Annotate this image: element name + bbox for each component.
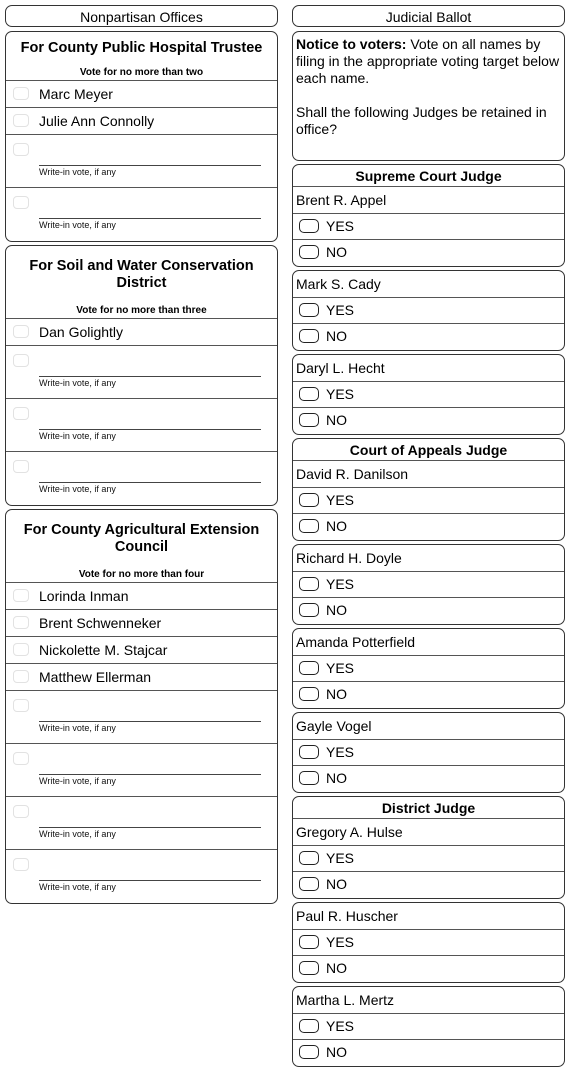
no-option[interactable]: [293, 1040, 564, 1066]
voting-target[interactable]: [13, 752, 29, 765]
voting-oval[interactable]: [299, 1019, 319, 1033]
vote-for-instruction: Vote for no more than three: [6, 304, 277, 319]
judicial-column: [292, 5, 565, 1070]
voting-oval[interactable]: [299, 745, 319, 759]
write-in-line[interactable]: [39, 721, 261, 722]
no-label: NO: [326, 770, 347, 786]
write-in-line[interactable]: [39, 165, 261, 166]
no-option[interactable]: [293, 682, 564, 708]
judge-box: [292, 164, 565, 267]
voting-oval[interactable]: [299, 603, 319, 617]
voting-target[interactable]: [13, 460, 29, 473]
voting-oval[interactable]: [299, 1045, 319, 1059]
voting-oval[interactable]: [299, 935, 319, 949]
yes-label: YES: [326, 934, 355, 950]
write-in-label: Write-in vote, if any: [39, 378, 116, 388]
judge-box: [292, 902, 565, 983]
write-in-label: Write-in vote, if any: [39, 167, 116, 177]
nonpartisan-offices-header: Nonpartisan Offices: [5, 5, 278, 27]
yes-option[interactable]: [293, 298, 564, 324]
notice-label: Notice to voters:: [296, 36, 407, 52]
office-title: Supreme Court Judge: [293, 165, 564, 187]
yes-option[interactable]: [293, 214, 564, 240]
retention-question: Shall the following Judges be retained in office?: [296, 104, 547, 137]
no-option[interactable]: [293, 408, 564, 434]
voting-oval[interactable]: [299, 303, 319, 317]
write-in-line[interactable]: [39, 218, 261, 219]
write-in-label: Write-in vote, if any: [39, 776, 116, 786]
judge-name: David R. Danilson: [293, 461, 564, 488]
voting-oval[interactable]: [299, 519, 319, 533]
no-label: NO: [326, 876, 347, 892]
yes-label: YES: [326, 576, 355, 592]
write-in-row[interactable]: [6, 797, 277, 850]
write-in-line[interactable]: [39, 827, 261, 828]
write-in-row[interactable]: [6, 744, 277, 797]
voting-target[interactable]: [13, 196, 29, 209]
voting-oval[interactable]: [299, 493, 319, 507]
office-title: Court of Appeals Judge: [293, 439, 564, 461]
race-box: [5, 31, 278, 242]
write-in-label: Write-in vote, if any: [39, 484, 116, 494]
write-in-row[interactable]: [6, 188, 277, 241]
yes-option[interactable]: [293, 740, 564, 766]
yes-label: YES: [326, 660, 355, 676]
yes-option[interactable]: [293, 1014, 564, 1040]
yes-option[interactable]: [293, 846, 564, 872]
voting-oval[interactable]: [299, 387, 319, 401]
candidate-name: Julie Ann Connolly: [39, 113, 155, 129]
candidate-row[interactable]: [6, 108, 277, 135]
voting-oval[interactable]: [299, 687, 319, 701]
race-box: [5, 245, 278, 506]
write-in-row[interactable]: [6, 346, 277, 399]
voting-target[interactable]: [13, 87, 29, 100]
candidate-name: Dan Golightly: [39, 324, 124, 340]
judge-name: Brent R. Appel: [293, 187, 564, 214]
candidate-row[interactable]: [6, 637, 277, 664]
no-label: NO: [326, 328, 347, 344]
voting-oval[interactable]: [299, 577, 319, 591]
race-title: For Soil and Water Conservation District: [29, 258, 254, 291]
vote-for-instruction: Vote for no more than two: [6, 66, 277, 81]
no-option[interactable]: [293, 766, 564, 792]
judge-box: [292, 438, 565, 541]
no-label: NO: [326, 686, 347, 702]
yes-label: YES: [326, 744, 355, 760]
race-title: For County Public Hospital Trustee: [20, 40, 263, 56]
judge-name: Richard H. Doyle: [293, 545, 564, 572]
judge-box: [292, 628, 565, 709]
judge-box: [292, 270, 565, 351]
no-label: NO: [326, 412, 347, 428]
judge-name: Gayle Vogel: [293, 713, 564, 740]
no-option[interactable]: [293, 324, 564, 350]
no-label: NO: [326, 518, 347, 534]
judge-list: [292, 164, 565, 1067]
no-label: NO: [326, 1044, 347, 1060]
yes-label: YES: [326, 302, 355, 318]
write-in-line[interactable]: [39, 774, 261, 775]
yes-option[interactable]: [293, 572, 564, 598]
write-in-line[interactable]: [39, 880, 261, 881]
candidate-name: Brent Schwenneker: [39, 615, 162, 631]
yes-label: YES: [326, 850, 355, 866]
voting-oval[interactable]: [299, 877, 319, 891]
voting-oval[interactable]: [299, 329, 319, 343]
yes-option[interactable]: [293, 930, 564, 956]
candidate-row[interactable]: [6, 664, 277, 691]
voting-target[interactable]: [13, 670, 29, 683]
voting-oval[interactable]: [299, 961, 319, 975]
judge-name: Daryl L. Hecht: [293, 355, 564, 382]
nonpartisan-column: [5, 5, 278, 907]
vote-for-instruction: Vote for no more than four: [6, 568, 277, 583]
no-label: NO: [326, 244, 347, 260]
voting-oval[interactable]: [299, 219, 319, 233]
race-box: [5, 509, 278, 904]
candidate-row[interactable]: [6, 81, 277, 108]
judge-box: [292, 986, 565, 1067]
judge-box: [292, 354, 565, 435]
yes-label: YES: [326, 218, 355, 234]
candidate-name: Lorinda Inman: [39, 588, 129, 604]
judge-name: Gregory A. Hulse: [293, 819, 564, 846]
write-in-label: Write-in vote, if any: [39, 723, 116, 733]
voting-target[interactable]: [13, 589, 29, 602]
write-in-row[interactable]: [6, 452, 277, 505]
yes-option[interactable]: [293, 656, 564, 682]
yes-label: YES: [326, 1018, 355, 1034]
no-option[interactable]: [293, 240, 564, 266]
write-in-label: Write-in vote, if any: [39, 882, 116, 892]
no-option[interactable]: [293, 956, 564, 982]
candidate-row[interactable]: [6, 583, 277, 610]
race-title: For County Agricultural Extension Council: [23, 522, 260, 555]
voting-oval[interactable]: [299, 661, 319, 675]
judge-box: [292, 544, 565, 625]
office-title: District Judge: [293, 797, 564, 819]
voting-oval[interactable]: [299, 413, 319, 427]
write-in-label: Write-in vote, if any: [39, 829, 116, 839]
notice-box: [292, 31, 565, 161]
voting-target[interactable]: [13, 407, 29, 420]
judge-box: [292, 712, 565, 793]
voting-oval[interactable]: [299, 245, 319, 259]
no-label: NO: [326, 602, 347, 618]
judicial-ballot-header: Judicial Ballot: [292, 5, 565, 27]
voting-target[interactable]: [13, 699, 29, 712]
write-in-row[interactable]: [6, 850, 277, 903]
write-in-row[interactable]: [6, 399, 277, 452]
judge-box: [292, 796, 565, 899]
candidate-name: Marc Meyer: [39, 86, 113, 102]
candidate-row[interactable]: [6, 319, 277, 346]
race-list: [5, 31, 278, 904]
yes-option[interactable]: [293, 382, 564, 408]
judge-name: Martha L. Mertz: [293, 987, 564, 1014]
voting-oval[interactable]: [299, 851, 319, 865]
no-option[interactable]: [293, 514, 564, 540]
write-in-label: Write-in vote, if any: [39, 220, 116, 230]
write-in-label: Write-in vote, if any: [39, 431, 116, 441]
voting-target[interactable]: [13, 616, 29, 629]
yes-option[interactable]: [293, 488, 564, 514]
candidate-name: Nickolette M. Stajcar: [39, 642, 168, 658]
no-option[interactable]: [293, 872, 564, 898]
write-in-line[interactable]: [39, 429, 261, 430]
write-in-row[interactable]: [6, 135, 277, 188]
no-label: NO: [326, 960, 347, 976]
write-in-line[interactable]: [39, 376, 261, 377]
voting-target[interactable]: [13, 643, 29, 656]
voting-target[interactable]: [13, 354, 29, 367]
no-option[interactable]: [293, 598, 564, 624]
notice-text: Vote on all names by filing in the appropriate voting target below each name.: [296, 36, 560, 86]
voting-oval[interactable]: [299, 771, 319, 785]
voting-target[interactable]: [13, 143, 29, 156]
voting-target[interactable]: [13, 858, 29, 871]
candidate-row[interactable]: [6, 610, 277, 637]
judge-name: Amanda Potterfield: [293, 629, 564, 656]
voting-target[interactable]: [13, 325, 29, 338]
candidate-name: Matthew Ellerman: [39, 669, 152, 685]
yes-label: YES: [326, 386, 355, 402]
voting-target[interactable]: [13, 805, 29, 818]
voting-target[interactable]: [13, 114, 29, 127]
judge-name: Mark S. Cady: [293, 271, 564, 298]
judge-name: Paul R. Huscher: [293, 903, 564, 930]
yes-label: YES: [326, 492, 355, 508]
write-in-line[interactable]: [39, 482, 261, 483]
write-in-row[interactable]: [6, 691, 277, 744]
